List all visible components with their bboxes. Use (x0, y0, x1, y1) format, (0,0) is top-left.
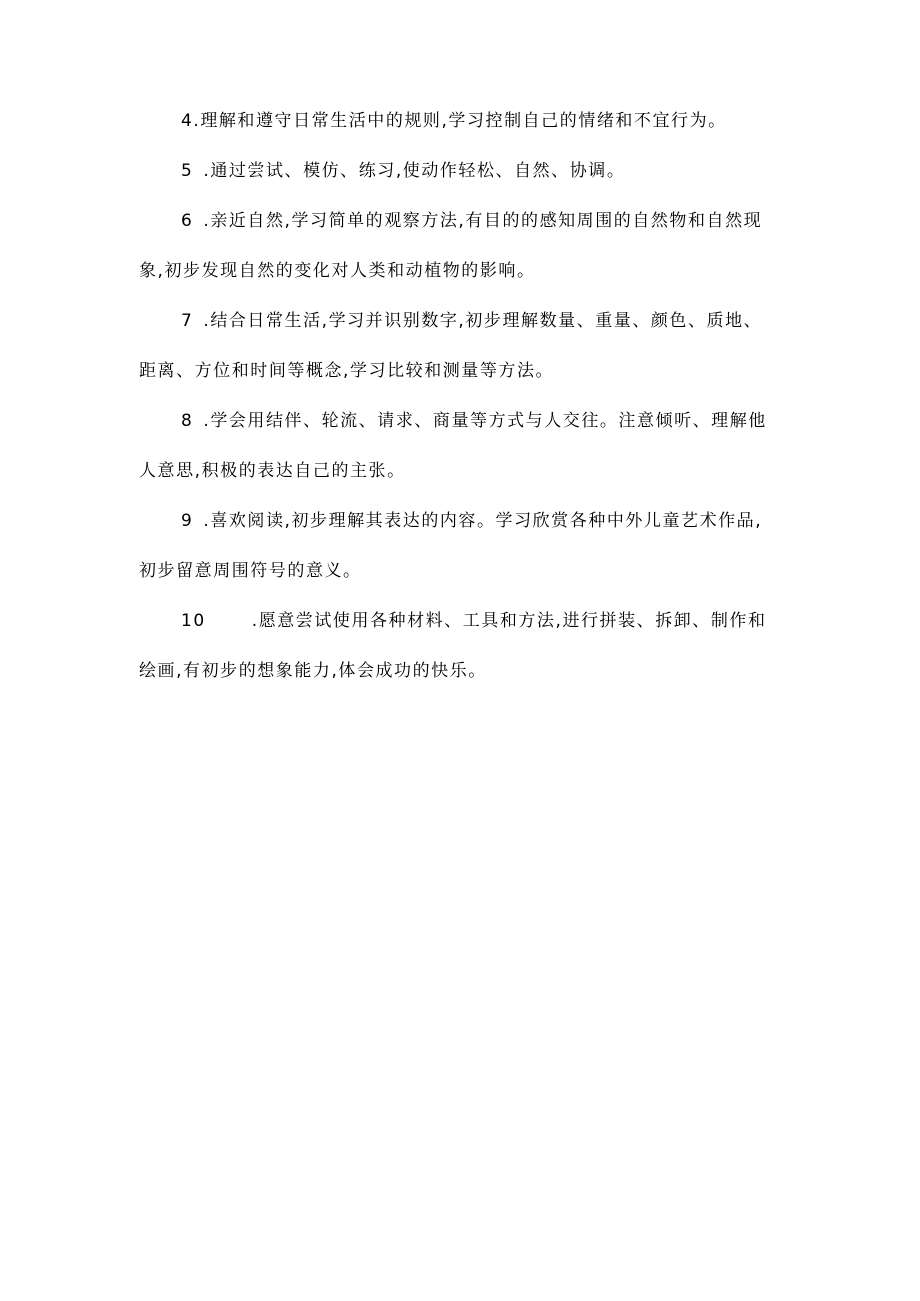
item-number: 8 (181, 411, 194, 431)
list-item-10 (139, 596, 779, 696)
list-item-7 (139, 296, 779, 396)
list-item-8 (139, 396, 779, 496)
list-item-4 (139, 96, 779, 146)
item-number: 7 (181, 311, 194, 331)
list-item-5 (139, 146, 779, 196)
list-item-6 (139, 196, 779, 296)
item-text: .通过尝试、模仿、练习,使动作轻松、自然、协调。 (203, 161, 626, 181)
item-number: 9 (181, 511, 194, 531)
item-text: .理解和遵守日常生活中的规则,学习控制自己的情绪和不宜行为。 (193, 111, 727, 131)
item-text: .愿意尝试使用各种材料、工具和方法,进行拼装、拆卸、制作和绘画,有初步的想象能力,体会成功的快乐。 (139, 611, 767, 681)
item-text: .结合日常生活,学习并识别数字,初步理解数量、重量、颜色、质地、距离、方位和时间等概念,学习比较和测量等方法。 (139, 311, 763, 381)
item-text: .学会用结伴、轮流、请求、商量等方式与人交往。注意倾听、理解他人意思,积极的表达自己的主张。 (139, 411, 767, 481)
item-number: 10 (181, 611, 206, 631)
item-text: .亲近自然,学习简单的观察方法,有目的的感知周围的自然物和自然现象,初步发现自然的变化对人类和动植物的影响。 (139, 211, 763, 281)
item-number: 4 (181, 111, 194, 131)
item-number: 5 (181, 161, 194, 181)
item-number: 6 (181, 211, 194, 231)
document-body (139, 96, 779, 696)
item-text: .喜欢阅读,初步理解其表达的内容。学习欣赏各种中外儿童艺术作品,初步留意周围符号的意义。 (139, 511, 763, 581)
list-item-9 (139, 496, 779, 596)
